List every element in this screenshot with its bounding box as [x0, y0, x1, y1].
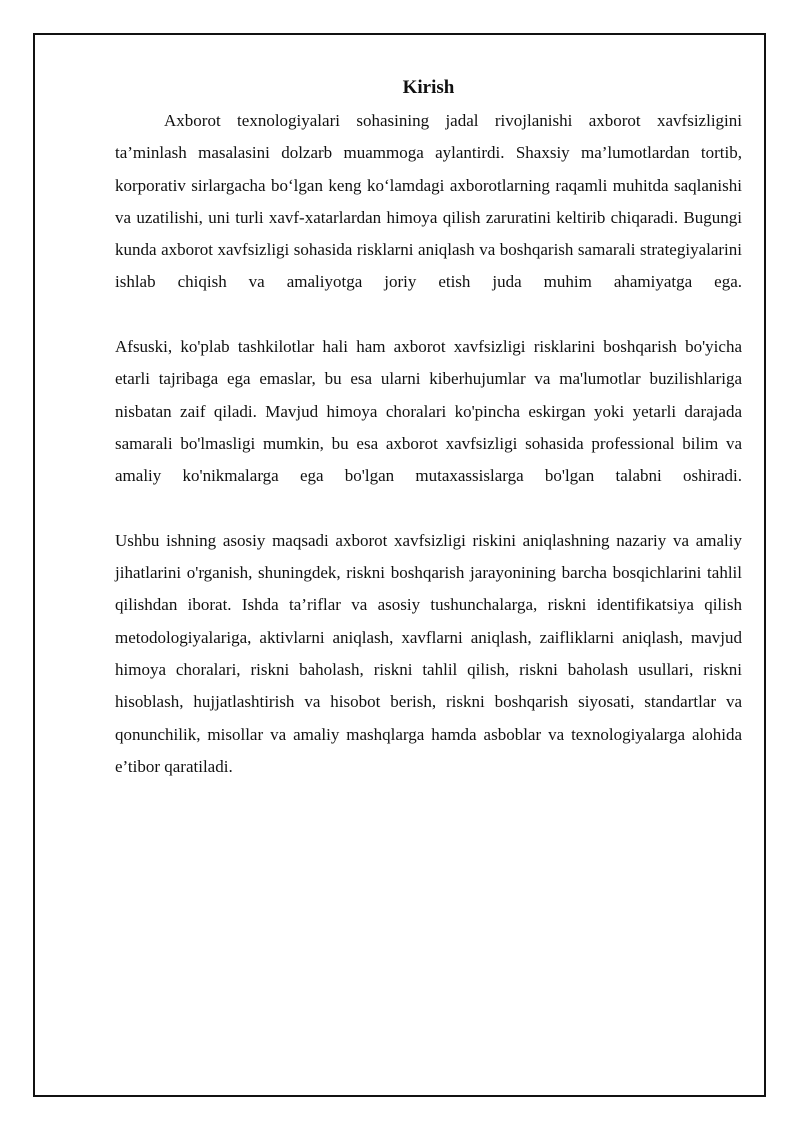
- document-title: Kirish: [402, 77, 455, 98]
- paragraph-introduction: Axborot texnologiyalari sohasining jadal rivojlanishi axborot xavfsizligini ta’minlash masalasini dolzarb muammoga aylantirdi. Shaxsiy ma’lumotlardan tortib, korporativ sirlargacha bo‘lgan keng ko‘lamdagi axborotlarning raqamli muhitda saqlanishi va uzatilishi, uni turli xavf-xatarlardan himoya qilish zaruratini keltirib chiqaradi. Bugungi kunda axborot xavfsizligi sohasida risklarni aniqlash va boshqarish samarali strategiyalarini ishlab chiqish va amaliyotga joriy etish juda muhim ahamiyatga ega.: [115, 111, 742, 292]
- paragraph-problem: Afsuski, ko'plab tashkilotlar hali ham axborot xavfsizligi risklarini boshqarish bo'yicha etarli tajribaga ega emaslar, bu esa ularni kiberhujumlar va ma'lumotlar buzilishlariga nisbatan zaif qiladi. Mavjud himoya choralari ko'pincha eskirgan yoki yetarli darajada samarali bo'lmasligi mumkin, bu esa axborot xavfsizligi sohasida professional bilim va amaliy ko'nikmalarga ega bo'lgan mutaxassislarga bo'lgan talabni oshiradi.: [115, 337, 742, 486]
- paragraph-spacer: [115, 299, 742, 331]
- paragraph-spacer: [115, 493, 742, 525]
- paragraph-goal: Ushbu ishning asosiy maqsadi axborot xavfsizligi riskini aniqlashning nazariy va amaliy jihatlarini o'rganish, shuningdek, riskni boshqarish jarayonining barcha bosqichlarini tahlil qilishdan iborat. Ishda ta’riflar va asosiy tushunchalarga, riskni identifikatsiya qilish metodologiyalariga, aktivlarni aniqlash, xavflarni aniqlash, zaifliklarni aniqlash, mavjud himoya choralari, riskni baholash, riskni tahlil qilish, riskni baholash usullari, riskni hisoblash, hujjatlashtirish va hisobot berish, riskni boshqarish siyosati, standartlar va qonunchilik, misollar va amaliy mashqlarga hamda asboblar va texnologiyalarga alohida e’tibor qaratiladi.: [115, 530, 742, 776]
- document-body: [115, 75, 742, 783]
